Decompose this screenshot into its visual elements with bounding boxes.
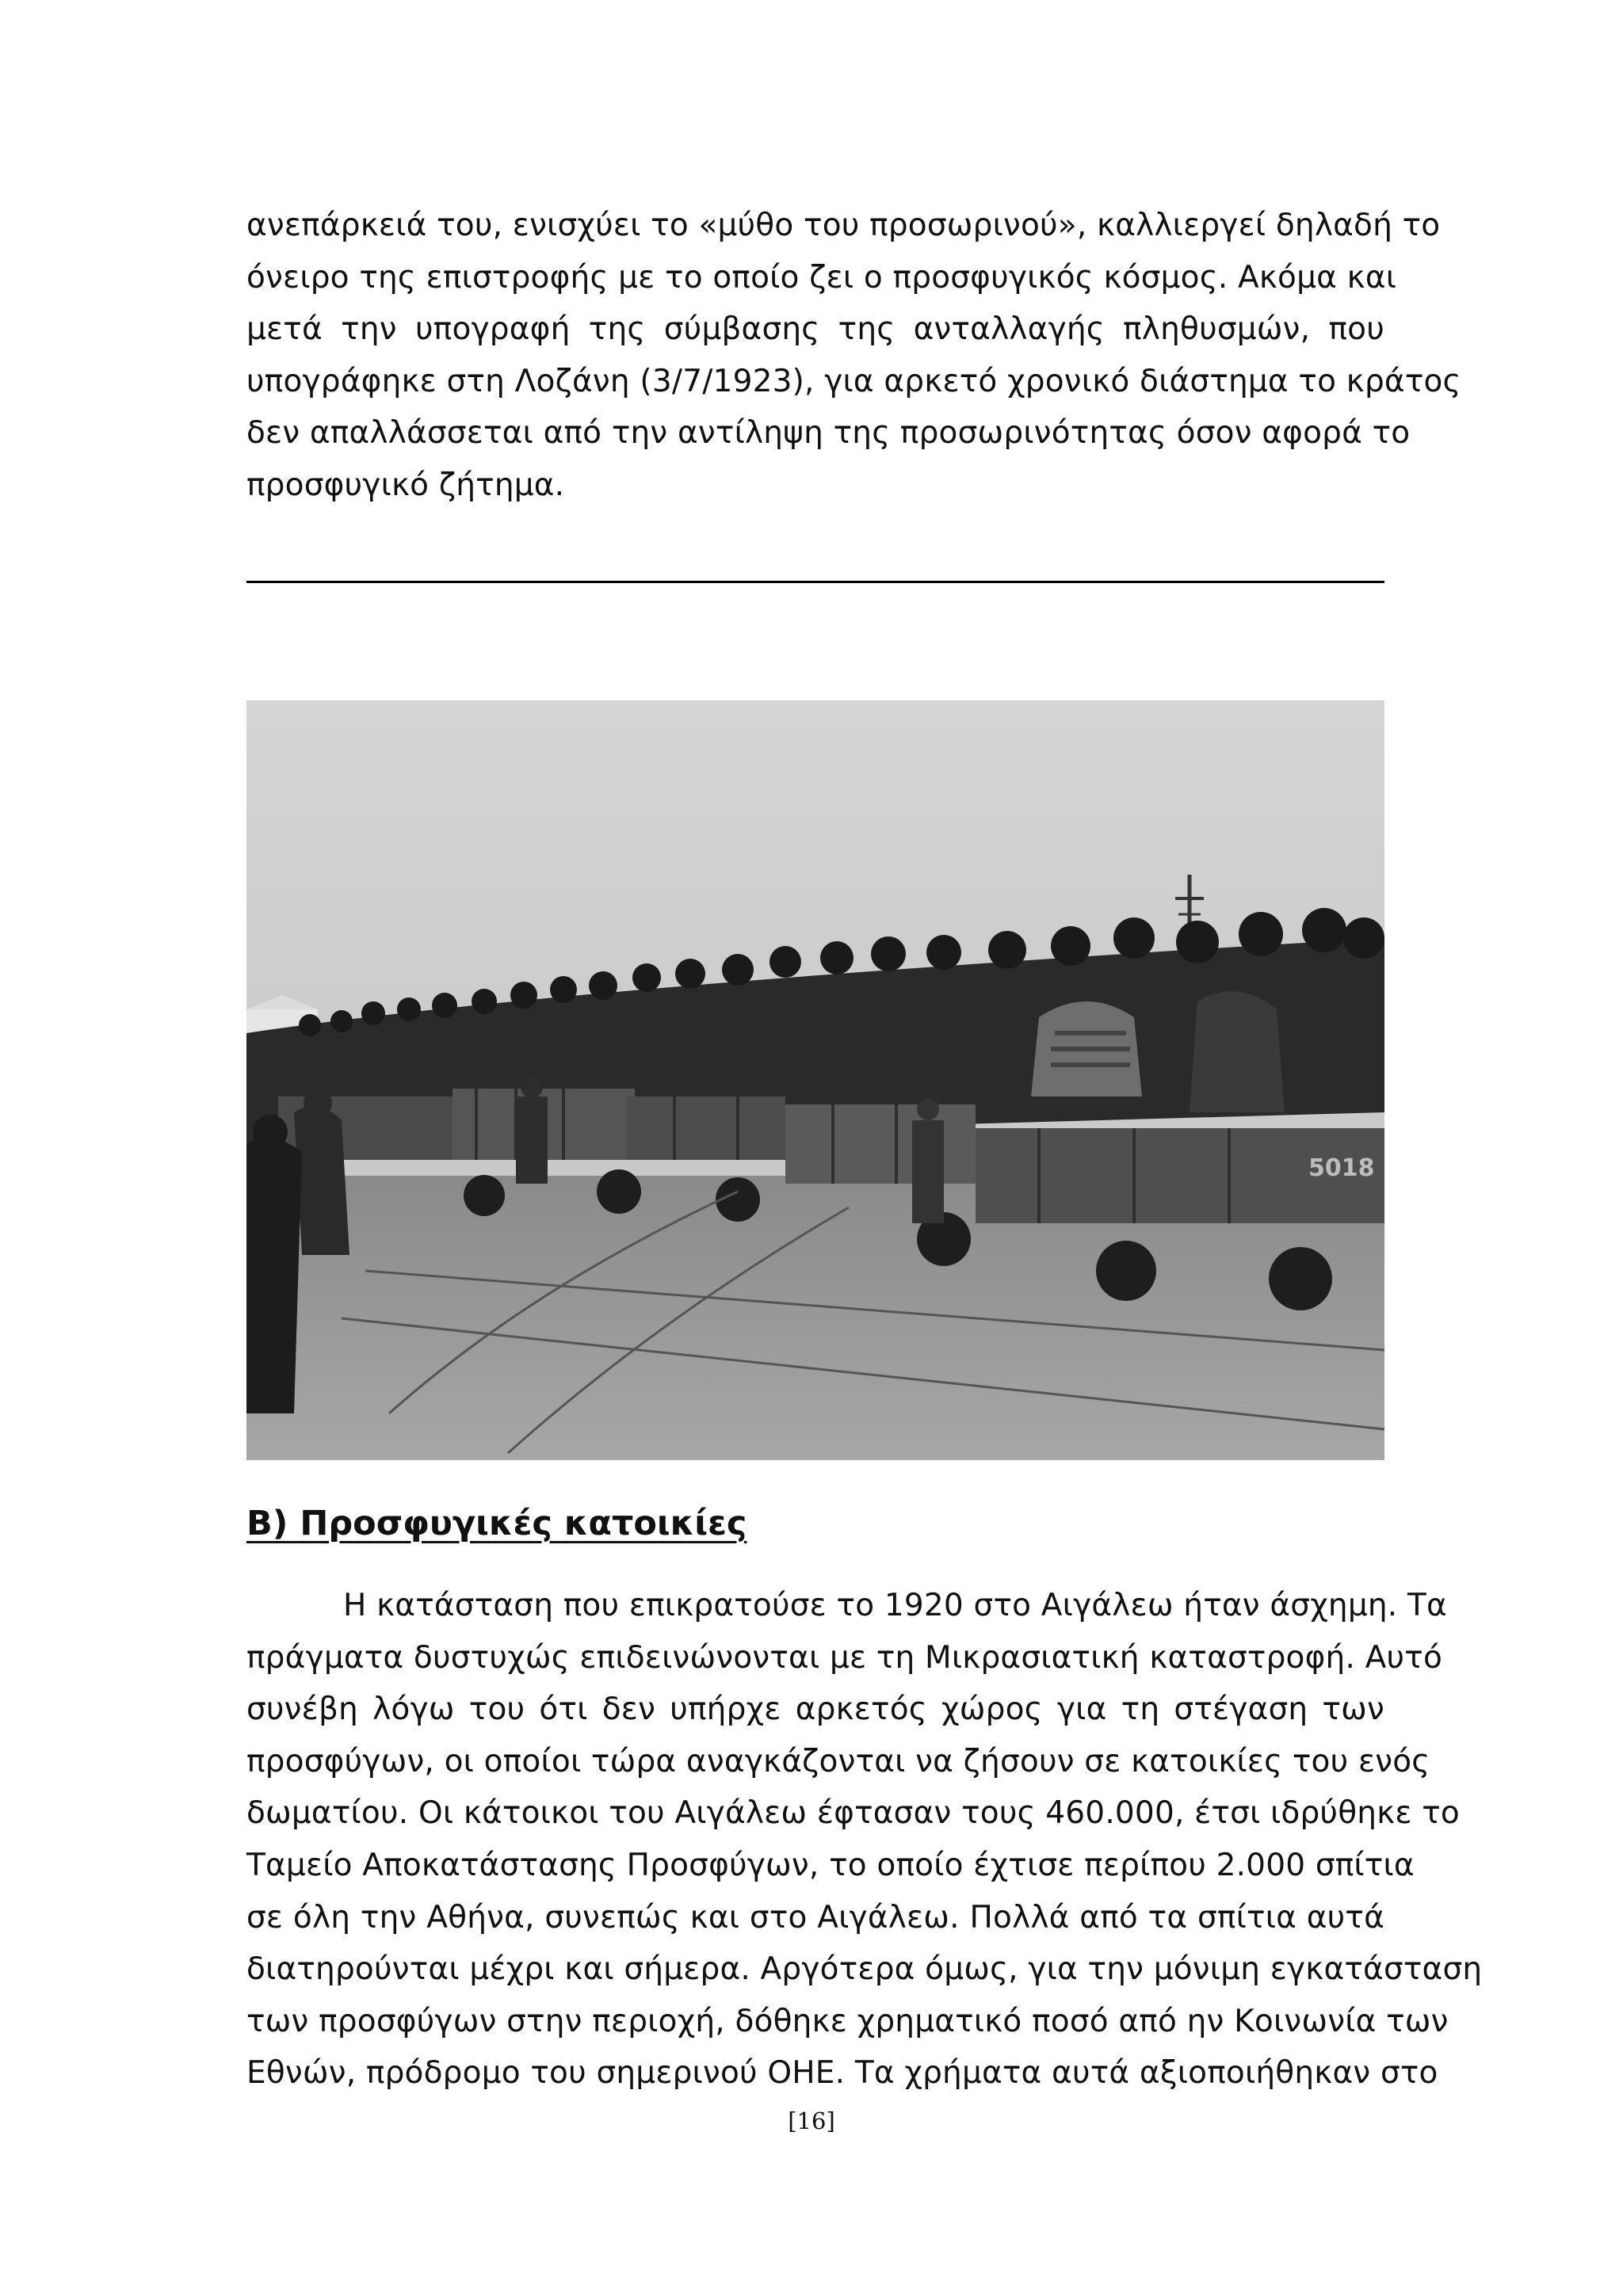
section-heading: Β) Προσφυγικές κατοικίες (246, 1504, 747, 1543)
text-line: δωματίου. Οι κάτοικοι του Αιγάλεω έφτασαν τους 460.000, έτσι ιδρύθηκε το (246, 1795, 1460, 1832)
horizontal-rule (246, 581, 1384, 583)
text-line: ανεπάρκειά του, ενισχύει το «μύθο του προσωρινού», καλλιεργεί δηλαδή το (246, 208, 1441, 243)
refugee-train-photo (246, 700, 1384, 1460)
text-line: διατηρούνται μέχρι και σήμερα. Αργότερα όμως, για την μόνιμη εγκατάσταση (246, 1951, 1483, 1988)
text-line: σε όλη την Αθήνα, συνεπώς και στο Αιγάλεω. Πολλά από τα σπίτια αυτά (246, 1899, 1384, 1936)
text-line: πράγματα δυστυχώς επιδεινώνονται με τη Μικρασιατική καταστροφή. Αυτό (246, 1639, 1443, 1676)
text-line: δεν απαλλάσσεται από την αντίληψη της προσωρινότητας όσον αφορά το (246, 415, 1411, 452)
text-line: μετά την υπογραφή της σύμβασης της ανταλλαγής πληθυσμών, που (246, 311, 1384, 348)
wagon-marking: 5018 (1308, 1154, 1375, 1182)
photo-illustration (246, 700, 1384, 1460)
text-line: των προσφύγων στην περιοχή, δόθηκε χρηματικό ποσό από ην Κοινωνία των (246, 2003, 1449, 2039)
paragraph-housing (246, 1580, 1483, 2100)
text-line: προσφυγικό ζήτημα. (246, 467, 565, 503)
text-line: Η κατάσταση που επικρατούσε το 1920 στο Αιγάλεω ήταν άσχημη. Τα (343, 1588, 1447, 1623)
text-line: Ταμείο Αποκατάστασης Προσφύγων, το οποίο έχτισε περίπου 2.000 σπίτια (246, 1847, 1415, 1883)
text-line: συνέβη λόγω του ότι δεν υπήρχε αρκετός χώρος για τη στέγαση των (246, 1691, 1384, 1728)
page-number: [16] (788, 2107, 835, 2134)
text-line: Εθνών, πρόδρομο του σημερινού ΟΗΕ. Τα χρήματα αυτά αξιοποιήθηκαν στο (246, 2055, 1438, 2092)
text-line: υπογράφηκε στη Λοζάνη (3/7/1923), για αρκετό χρονικό διάστημα το κράτος (246, 363, 1461, 399)
text-line: προσφύγων, οι οποίοι τώρα αναγκάζονται να ζήσουν σε κατοικίες του ενός (246, 1743, 1430, 1779)
paragraph-intro (246, 200, 1461, 512)
text-line: όνειρο της επιστροφής με το οποίο ζει ο προσφυγικός κόσμος. Ακόμα και (246, 259, 1397, 296)
